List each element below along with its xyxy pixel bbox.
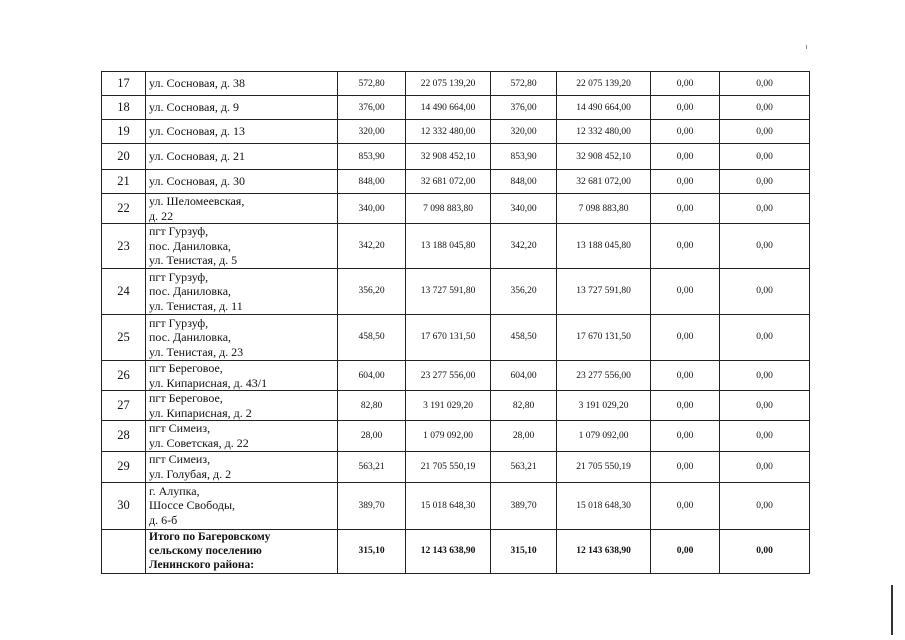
table-row	[102, 194, 810, 224]
area-cell: 376,00	[338, 96, 406, 120]
area-cell: 28,00	[338, 421, 406, 451]
diff-area-cell: 0,00	[651, 268, 720, 314]
cost-2-cell: 23 277 556,00	[557, 360, 651, 390]
area-2-cell: 315,10	[491, 529, 557, 573]
area-cell: 389,70	[338, 482, 406, 529]
address-cell	[146, 72, 338, 96]
row-number-cell: 28	[102, 421, 146, 451]
area-2-cell: 320,00	[491, 120, 557, 144]
diff-area-cell: 0,00	[651, 120, 720, 144]
address-line: пгт Симеиз,	[149, 451, 211, 466]
cost-cell: 3 191 029,20	[406, 391, 491, 421]
cost-cell: 32 681 072,00	[406, 170, 491, 194]
cost-2-cell: 17 670 131,50	[557, 314, 651, 360]
table-row	[102, 391, 810, 421]
table-row	[102, 314, 810, 360]
address-line: Ленинского района:	[149, 559, 255, 572]
address-line: г. Алупка,	[149, 483, 200, 498]
diff-cost-cell: 0,00	[720, 314, 810, 360]
cost-cell: 13 188 045,80	[406, 224, 491, 269]
area-cell: 315,10	[338, 529, 406, 573]
diff-cost-cell: 0,00	[720, 194, 810, 224]
address-line: ул. Кипарисная, д. 43/1	[149, 375, 268, 390]
area-2-cell: 572,80	[491, 72, 557, 96]
page-edge-line	[891, 585, 893, 635]
cost-cell: 13 727 591,80	[406, 268, 491, 314]
address-line: ул. Голубая, д. 2	[149, 466, 232, 481]
address-cell	[146, 144, 338, 170]
scan-mark	[806, 45, 807, 49]
diff-area-cell: 0,00	[651, 482, 720, 529]
address-cell	[146, 421, 338, 451]
address-line: пос. Даниловка,	[149, 330, 232, 345]
area-cell: 342,20	[338, 224, 406, 269]
cost-2-cell: 32 908 452,10	[557, 144, 651, 170]
area-cell: 848,00	[338, 170, 406, 194]
address-line: ул. Кипарисная, д. 2	[149, 405, 252, 420]
address-line: ул. Советская, д. 22	[149, 435, 249, 450]
address-line: пгт Симеиз,	[149, 421, 211, 436]
address-line: ул. Сосновая, д. 21	[149, 149, 245, 164]
row-number-cell: 29	[102, 451, 146, 482]
diff-cost-cell: 0,00	[720, 224, 810, 269]
address-cell	[146, 268, 338, 314]
address-cell	[146, 120, 338, 144]
row-number-cell: 21	[102, 170, 146, 194]
cost-cell: 15 018 648,30	[406, 482, 491, 529]
area-2-cell: 82,80	[491, 391, 557, 421]
table-row	[102, 451, 810, 482]
address-line: ул. Сосновая, д. 9	[149, 100, 239, 115]
area-2-cell: 340,00	[491, 194, 557, 224]
table-row	[102, 421, 810, 451]
row-number-cell: 27	[102, 391, 146, 421]
diff-cost-cell: 0,00	[720, 482, 810, 529]
address-line: ул. Шеломеевская,	[149, 194, 245, 208]
cost-cell: 22 075 139,20	[406, 72, 491, 96]
diff-cost-cell: 0,00	[720, 421, 810, 451]
address-line: ул. Тенистая, д. 23	[149, 344, 244, 359]
area-cell: 853,90	[338, 144, 406, 170]
diff-area-cell: 0,00	[651, 96, 720, 120]
cost-2-cell: 1 079 092,00	[557, 421, 651, 451]
address-line: пос. Даниловка,	[149, 284, 232, 299]
address-cell	[146, 314, 338, 360]
address-line: пгт Береговое,	[149, 391, 223, 406]
area-2-cell: 28,00	[491, 421, 557, 451]
cost-cell: 21 705 550,19	[406, 451, 491, 482]
diff-area-cell: 0,00	[651, 194, 720, 224]
table-row	[102, 170, 810, 194]
area-cell: 82,80	[338, 391, 406, 421]
address-cell	[146, 391, 338, 421]
cost-2-cell: 22 075 139,20	[557, 72, 651, 96]
row-number-cell: 23	[102, 224, 146, 269]
row-number-cell: 26	[102, 360, 146, 390]
row-number-cell: 22	[102, 194, 146, 224]
address-line: Итого по Багеровскому	[149, 531, 271, 544]
table-row	[102, 268, 810, 314]
table-row	[102, 120, 810, 144]
table-row	[102, 482, 810, 529]
address-cell	[146, 170, 338, 194]
address-line: Шоссе Свободы,	[149, 498, 236, 513]
diff-area-cell: 0,00	[651, 72, 720, 96]
cost-2-cell: 15 018 648,30	[557, 482, 651, 529]
table-row	[102, 360, 810, 390]
diff-cost-cell: 0,00	[720, 120, 810, 144]
area-2-cell: 848,00	[491, 170, 557, 194]
area-cell: 320,00	[338, 120, 406, 144]
area-cell: 604,00	[338, 360, 406, 390]
area-cell: 340,00	[338, 194, 406, 224]
cost-2-cell: 13 727 591,80	[557, 268, 651, 314]
address-cell	[146, 451, 338, 482]
area-2-cell: 563,21	[491, 451, 557, 482]
table-body	[102, 72, 810, 574]
diff-cost-cell: 0,00	[720, 391, 810, 421]
area-2-cell: 604,00	[491, 360, 557, 390]
cost-2-cell: 12 332 480,00	[557, 120, 651, 144]
area-cell: 356,20	[338, 268, 406, 314]
diff-cost-cell: 0,00	[720, 529, 810, 573]
area-cell: 563,21	[338, 451, 406, 482]
cost-cell: 12 332 480,00	[406, 120, 491, 144]
address-line: пгт Гурзуф,	[149, 315, 209, 330]
cost-2-cell: 7 098 883,80	[557, 194, 651, 224]
address-line: пос. Даниловка,	[149, 238, 232, 253]
table-total-row	[102, 529, 810, 573]
address-line: сельскому поселению	[149, 545, 262, 558]
row-number-cell: 20	[102, 144, 146, 170]
cost-2-cell: 21 705 550,19	[557, 451, 651, 482]
diff-area-cell: 0,00	[651, 314, 720, 360]
cost-cell: 7 098 883,80	[406, 194, 491, 224]
diff-cost-cell: 0,00	[720, 170, 810, 194]
row-number-cell: 17	[102, 72, 146, 96]
cost-cell: 14 490 664,00	[406, 96, 491, 120]
row-number-cell: 18	[102, 96, 146, 120]
diff-area-cell: 0,00	[651, 529, 720, 573]
address-line: д. 22	[149, 208, 174, 223]
address-line: д. 6-б	[149, 512, 178, 527]
table-row	[102, 72, 810, 96]
address-cell	[146, 529, 338, 573]
area-2-cell: 342,20	[491, 224, 557, 269]
area-2-cell: 376,00	[491, 96, 557, 120]
diff-area-cell: 0,00	[651, 451, 720, 482]
diff-area-cell: 0,00	[651, 391, 720, 421]
area-2-cell: 458,50	[491, 314, 557, 360]
table-row	[102, 96, 810, 120]
table-row	[102, 144, 810, 170]
address-line: ул. Тенистая, д. 5	[149, 253, 238, 268]
diff-cost-cell: 0,00	[720, 96, 810, 120]
address-line: ул. Сосновая, д. 30	[149, 174, 245, 189]
address-line: пгт Береговое,	[149, 360, 223, 375]
address-line: пгт Гурзуф,	[149, 269, 209, 284]
diff-area-cell: 0,00	[651, 421, 720, 451]
diff-area-cell: 0,00	[651, 224, 720, 269]
address-line: ул. Сосновая, д. 38	[149, 76, 245, 91]
row-number-cell: 19	[102, 120, 146, 144]
area-2-cell: 356,20	[491, 268, 557, 314]
diff-area-cell: 0,00	[651, 360, 720, 390]
diff-cost-cell: 0,00	[720, 72, 810, 96]
row-number-cell	[102, 529, 146, 573]
diff-cost-cell: 0,00	[720, 268, 810, 314]
address-cell	[146, 194, 338, 224]
row-number-cell: 24	[102, 268, 146, 314]
area-2-cell: 389,70	[491, 482, 557, 529]
address-cell	[146, 96, 338, 120]
cost-cell: 17 670 131,50	[406, 314, 491, 360]
area-2-cell: 853,90	[491, 144, 557, 170]
row-number-cell: 25	[102, 314, 146, 360]
diff-area-cell: 0,00	[651, 144, 720, 170]
address-line: пгт Гурзуф,	[149, 224, 209, 239]
address-cell	[146, 224, 338, 269]
address-cell	[146, 482, 338, 529]
diff-area-cell: 0,00	[651, 170, 720, 194]
address-line: ул. Сосновая, д. 13	[149, 124, 245, 139]
cost-cell: 32 908 452,10	[406, 144, 491, 170]
diff-cost-cell: 0,00	[720, 451, 810, 482]
cost-2-cell: 12 143 638,90	[557, 529, 651, 573]
cost-cell: 12 143 638,90	[406, 529, 491, 573]
cost-cell: 23 277 556,00	[406, 360, 491, 390]
diff-cost-cell: 0,00	[720, 144, 810, 170]
area-cell: 572,80	[338, 72, 406, 96]
table-row	[102, 224, 810, 269]
cost-cell: 1 079 092,00	[406, 421, 491, 451]
cost-2-cell: 14 490 664,00	[557, 96, 651, 120]
cost-2-cell: 13 188 045,80	[557, 224, 651, 269]
area-cell: 458,50	[338, 314, 406, 360]
cost-2-cell: 32 681 072,00	[557, 170, 651, 194]
housing-table	[101, 71, 810, 574]
address-line: ул. Тенистая, д. 11	[149, 298, 243, 313]
cost-2-cell: 3 191 029,20	[557, 391, 651, 421]
address-cell	[146, 360, 338, 390]
row-number-cell: 30	[102, 482, 146, 529]
diff-cost-cell: 0,00	[720, 360, 810, 390]
